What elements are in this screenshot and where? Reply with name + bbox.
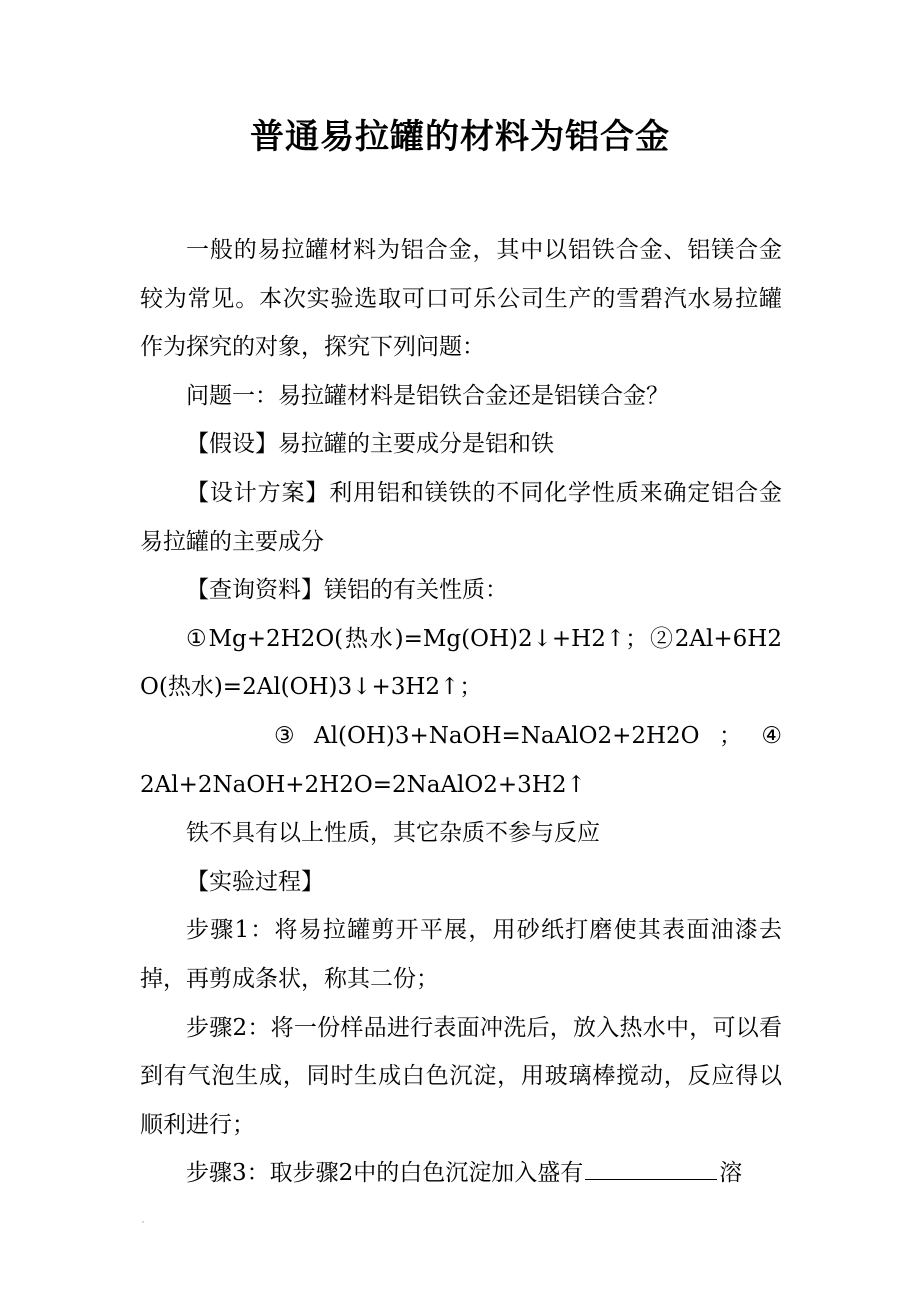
paragraph-reference: 【查询资料】镁铝的有关性质： bbox=[186, 577, 508, 604]
equation-4-formula: 2Al+2NaOH+2H2O=2NaAlO2+3H2↑ bbox=[140, 771, 586, 798]
step-3-text: 步骤3：取步骤2中的白色沉淀加入盛有 bbox=[186, 1160, 584, 1187]
paragraph-intro: 一般的易拉罐材料为铝合金，其中以铝铁合金、铝镁合金较为常见。本次实验选取可口可乐公司生产的雪碧汽水易拉罐作为探究的对象，探究下列问题： bbox=[140, 237, 782, 361]
step-3-continuation: 溶 bbox=[719, 1160, 743, 1187]
paragraph-step-1: 步骤1：将易拉罐剪开平展，用砂纸打磨使其表面油漆去掉，再剪成条状，称其二份； bbox=[140, 917, 782, 992]
paragraph-hypothesis: 【假设】易拉罐的主要成分是铝和铁 bbox=[186, 431, 554, 458]
paragraph-process-heading: 【实验过程】 bbox=[186, 868, 324, 895]
paragraph-step-2: 步骤2：将一份样品进行表面冲洗后，放入热水中，可以看到有气泡生成，同时生成白色沉淀，用玻璃棒搅动，反应得以顺利进行； bbox=[140, 1014, 782, 1138]
paragraph-step-3 bbox=[140, 1149, 782, 1198]
stray-dot bbox=[142, 1221, 144, 1223]
document-body bbox=[140, 226, 782, 1198]
paragraph-question-one: 问题一：易拉罐材料是铝铁合金还是铝镁合金？ bbox=[186, 382, 669, 409]
page-title: 普通易拉罐的材料为铝合金 bbox=[250, 117, 670, 157]
equation-3-mark: ③ bbox=[274, 722, 295, 749]
fill-in-blank bbox=[585, 1157, 717, 1180]
equation-3-separator: ； bbox=[718, 722, 742, 749]
equation-4-mark: ④ bbox=[761, 722, 782, 749]
paragraph-iron-note: 铁不具有以上性质，其它杂质不参与反应 bbox=[186, 820, 600, 847]
paragraph-equations-1-2: ①Mg+2H2O(热水)=Mg(OH)2↓+H2↑；②2Al+6H2O(热水)=2Al(OH)3↓+3H2↑； bbox=[140, 625, 782, 701]
equation-3-line bbox=[140, 712, 782, 761]
paragraph-design: 【设计方案】利用铝和镁铁的不同化学性质来确定铝合金易拉罐的主要成分 bbox=[140, 479, 782, 555]
equation-3-formula: Al(OH)3+NaOH=NaAlO2+2H2O bbox=[314, 722, 700, 749]
